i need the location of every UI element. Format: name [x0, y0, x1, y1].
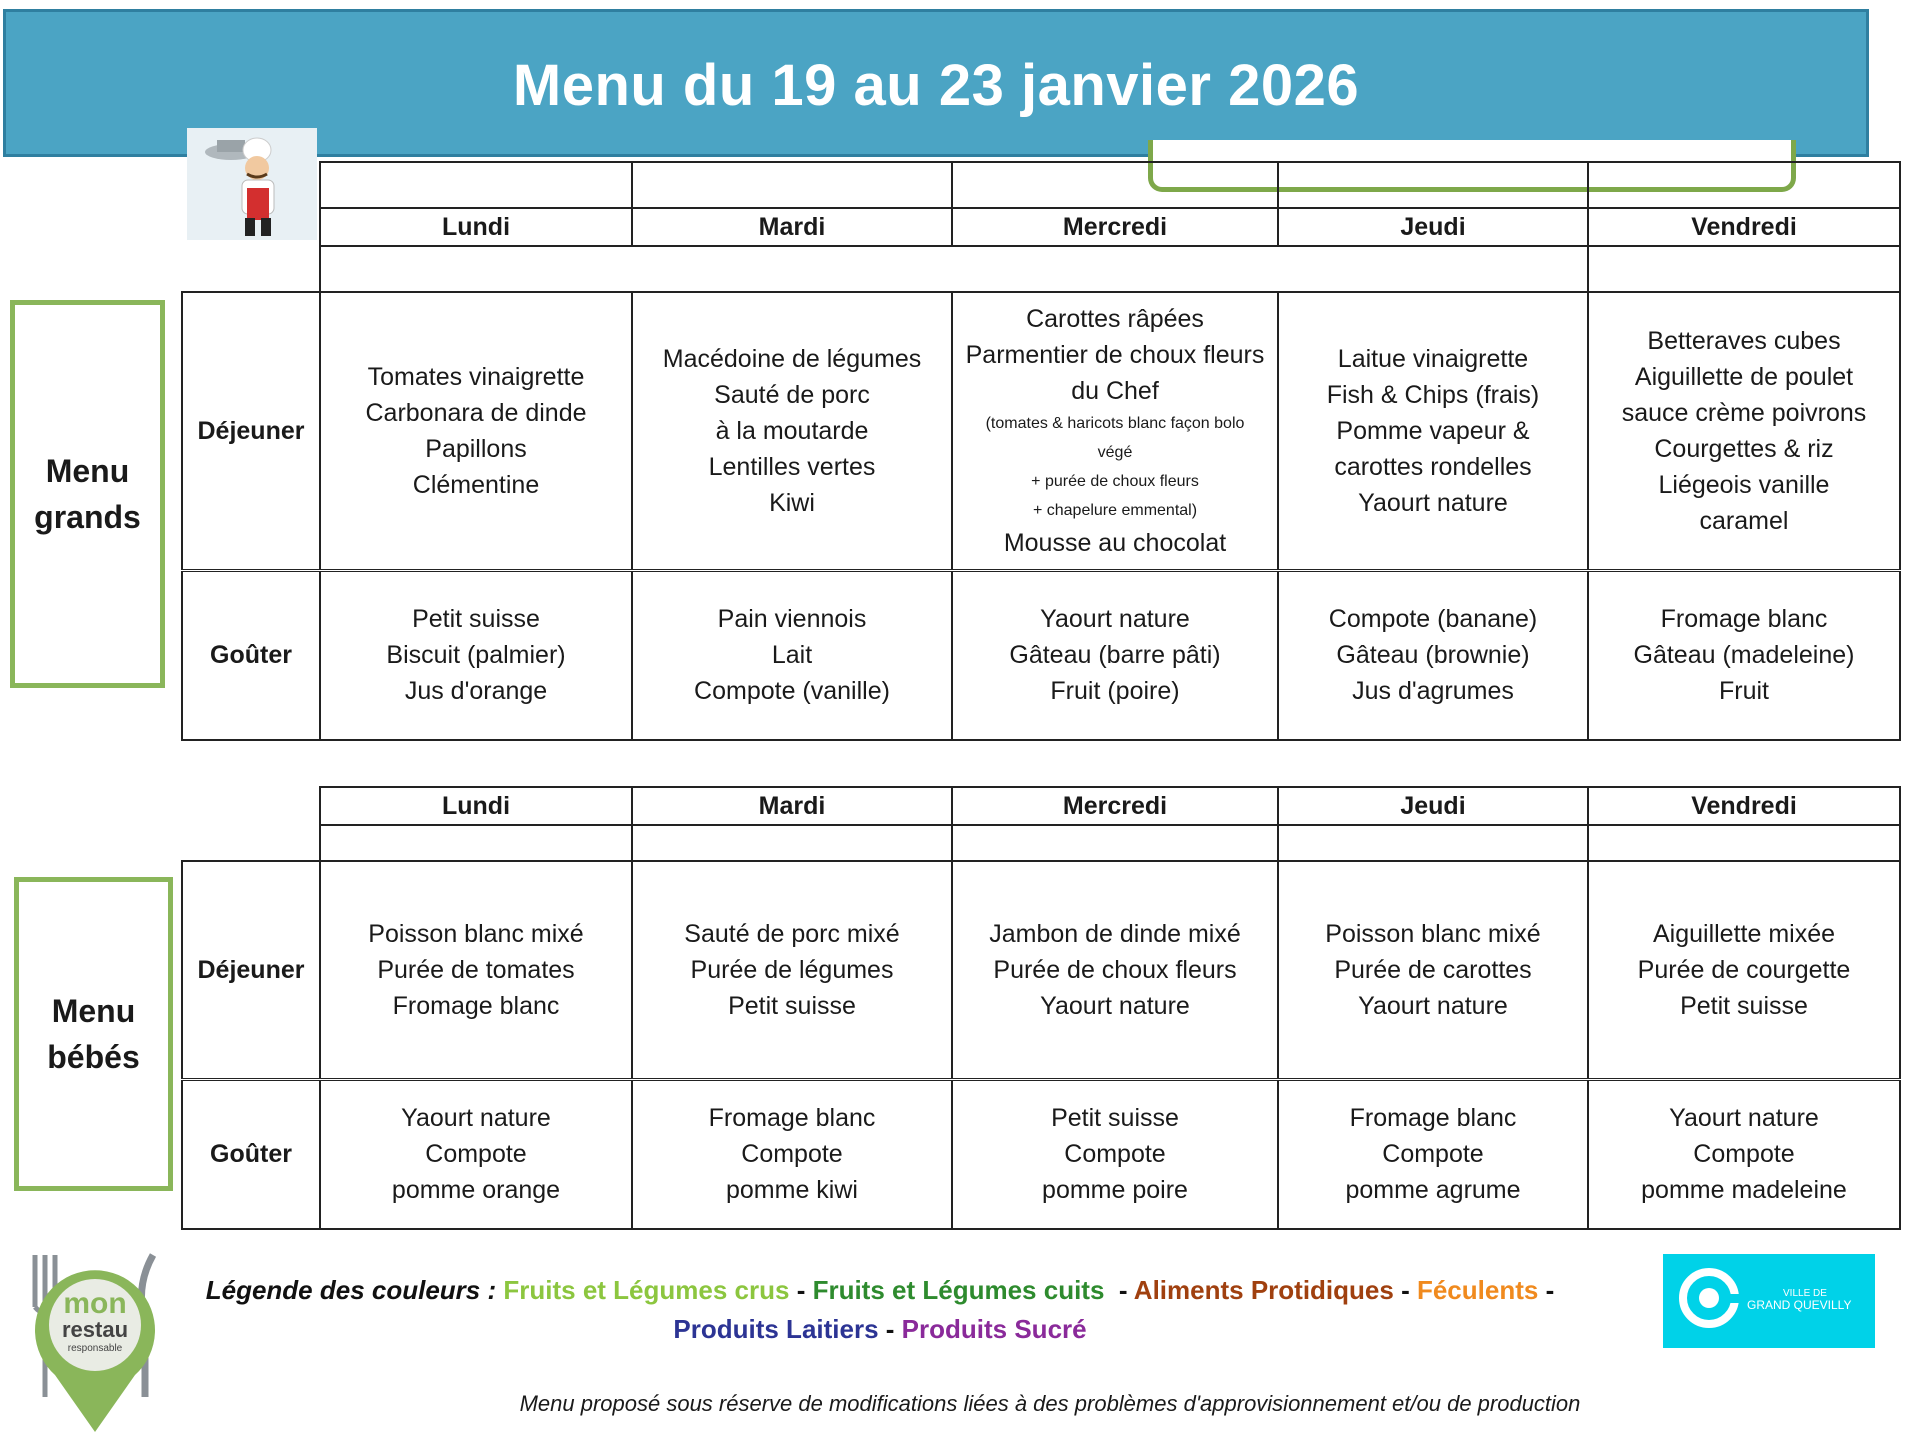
meal-item: Macédoine de légumes: [662, 344, 922, 373]
menu-bebes-label-line1: Menu: [51, 993, 136, 1029]
meal-item: Laitue vinaigrette: [1337, 344, 1529, 373]
meal-item: Liégeois vanille: [1658, 470, 1830, 499]
meal-item: Compote: [1693, 1140, 1795, 1169]
day-header: Jeudi: [1278, 787, 1588, 825]
meal-item: Fromage blanc: [1349, 1104, 1517, 1133]
meal-item: Fromage blanc: [708, 1104, 876, 1133]
meal-item: Carbonara de dinde: [365, 398, 587, 427]
meal-item: Petit suisse: [1680, 991, 1808, 1020]
meal-item: Mousse au chocolat: [1003, 528, 1227, 557]
meal-cell: [320, 570, 632, 740]
legend-item: Produits Sucré: [901, 1314, 1087, 1344]
meal-item: Lentilles vertes: [708, 452, 876, 481]
meal-cell: [952, 1079, 1278, 1229]
legend-item: Produits Laitiers: [673, 1314, 879, 1344]
meal-item: Sauté de porc mixé: [684, 919, 900, 948]
menu-grands-label-line1: Menu: [45, 453, 130, 489]
meal-item: Jus d'orange: [404, 677, 548, 706]
day-header-row: [182, 787, 1900, 825]
dejeuner-row: [182, 861, 1900, 1079]
menu-bebes-label: [14, 877, 173, 1191]
mon-restau-logo: [25, 1247, 165, 1432]
meal-item: Betteraves cubes: [1647, 326, 1841, 355]
meal-cell: [632, 861, 952, 1079]
legend-label: Légende des couleurs :: [205, 1275, 497, 1305]
meal-item-note: + purée de choux fleurs: [1031, 472, 1199, 490]
meal-item: Gâteau (madeleine): [1633, 641, 1855, 670]
meal-cell: [1588, 1079, 1900, 1229]
meal-cell: [952, 861, 1278, 1079]
table-spacer-row: [182, 162, 1900, 208]
meal-item: Fish & Chips (frais): [1326, 380, 1540, 409]
meal-item: Aiguillette mixée: [1652, 919, 1836, 948]
meal-item: Kiwi: [769, 488, 815, 517]
meal-item: Compote (vanille): [694, 677, 890, 706]
logo-city-line2: GRAND QUEVILLY: [1747, 1298, 1852, 1312]
logo-word-responsable: responsable: [67, 1343, 123, 1354]
gouter-row: [182, 1079, 1900, 1229]
meal-item: Purée de tomates: [377, 955, 575, 984]
meal-item: Parmentier de choux fleurs: [965, 340, 1265, 369]
meal-item: Poisson blanc mixé: [1325, 919, 1541, 948]
meal-item: Fruit: [1719, 677, 1769, 706]
menu-grands-label: [10, 300, 165, 688]
meal-item: carottes rondelles: [1334, 452, 1532, 481]
meal-item: Carottes râpées: [1026, 304, 1204, 333]
meal-item: Fromage blanc: [1660, 605, 1828, 634]
meal-item: Yaourt nature: [1669, 1104, 1819, 1133]
menu-grands-table: [181, 161, 1901, 741]
meal-cell: [320, 861, 632, 1079]
meal-item: Yaourt nature: [1358, 991, 1508, 1020]
row-label-gouter: Goûter: [182, 570, 320, 740]
gouter-row: [182, 570, 1900, 740]
meal-item: Compote: [425, 1140, 527, 1169]
meal-item: Clémentine: [412, 470, 540, 499]
meal-item: Yaourt nature: [1040, 991, 1190, 1020]
dejeuner-row: [182, 292, 1900, 570]
meal-item-note: + chapelure emmental): [1032, 501, 1198, 519]
meal-item: Poisson blanc mixé: [368, 919, 584, 948]
meal-item: Petit suisse: [412, 605, 540, 634]
meal-item: pomme kiwi: [726, 1176, 858, 1205]
day-header: Mardi: [632, 787, 952, 825]
meal-item: pomme madeleine: [1641, 1176, 1847, 1205]
meal-item: Yaourt nature: [401, 1104, 551, 1133]
meal-cell: [320, 1079, 632, 1229]
meal-item: Compote: [741, 1140, 843, 1169]
meal-cell: [1278, 861, 1588, 1079]
meal-item: sauce crème poivrons: [1621, 398, 1867, 427]
legend-item: Fruits et Légumes cuits: [812, 1275, 1105, 1305]
day-header: Mercredi: [952, 208, 1278, 246]
legend-item: Aliments Protidiques: [1133, 1275, 1394, 1305]
day-header: Vendredi: [1588, 787, 1900, 825]
logo-word-restau: restau: [61, 1317, 129, 1342]
meal-item: Jambon de dinde mixé: [989, 919, 1241, 948]
menu-bebes-table: [181, 786, 1901, 1230]
meal-item: Petit suisse: [728, 991, 856, 1020]
meal-item: Compote: [1382, 1140, 1484, 1169]
day-header: Lundi: [320, 208, 632, 246]
meal-cell: [952, 292, 1278, 570]
day-header: Mercredi: [952, 787, 1278, 825]
legend-item: Féculents: [1416, 1275, 1539, 1305]
meal-item: Tomates vinaigrette: [367, 362, 585, 391]
meal-item: Aiguillette de poulet: [1634, 362, 1854, 391]
meal-cell: [320, 292, 632, 570]
meal-cell: [1588, 292, 1900, 570]
day-header: Lundi: [320, 787, 632, 825]
meal-item: Courgettes & riz: [1654, 434, 1834, 463]
color-legend: Légende des couleurs : Fruits et Légumes crus - Fruits et Légumes cuits - Aliments Protidiques - Féculents -: [205, 1275, 1555, 1305]
meal-item-note: (tomates & haricots blanc façon bolo: [985, 414, 1245, 432]
legend-item: Fruits et Légumes crus: [503, 1275, 790, 1305]
meal-cell: [632, 570, 952, 740]
menu-grands-label-line2: grands: [34, 499, 141, 535]
meal-cell: [1278, 292, 1588, 570]
logo-word-mon: mon: [63, 1287, 127, 1320]
day-header: Mardi: [632, 208, 952, 246]
meal-item: Pain viennois: [717, 605, 867, 634]
menu-bebes-label-line2: bébés: [47, 1039, 140, 1075]
day-header: Jeudi: [1278, 208, 1588, 246]
meal-item: Purée de carottes: [1334, 955, 1532, 984]
page-title: Menu du 19 au 23 janvier 2026: [512, 53, 1360, 118]
day-header: Vendredi: [1588, 208, 1900, 246]
table-spacer-row: [182, 246, 1900, 292]
meal-item: Papillons: [425, 434, 527, 463]
row-label-gouter: Goûter: [182, 1079, 320, 1229]
meal-item: caramel: [1699, 506, 1789, 535]
meal-cell: [632, 292, 952, 570]
logo-city-line1: VILLE DE: [1783, 1288, 1827, 1299]
meal-item: Gâteau (brownie): [1336, 641, 1530, 670]
disclaimer: Menu proposé sous réserve de modifications liées à des problèmes d'approvisionnement et/ou de production: [519, 1391, 1581, 1416]
meal-cell: [1588, 570, 1900, 740]
meal-item: Petit suisse: [1051, 1104, 1179, 1133]
meal-item: Pomme vapeur &: [1336, 416, 1530, 445]
meal-item: Sauté de porc: [714, 380, 870, 409]
day-header-row: [182, 208, 1900, 246]
meal-cell: [952, 570, 1278, 740]
meal-item: Gâteau (barre pâti): [1009, 641, 1221, 670]
meal-cell: [1278, 570, 1588, 740]
meal-cell: [1278, 1079, 1588, 1229]
meal-item: à la moutarde: [715, 416, 869, 445]
row-label-dejeuner: Déjeuner: [182, 861, 320, 1079]
meal-item: Compote: [1064, 1140, 1166, 1169]
meal-item: Purée de légumes: [690, 955, 894, 984]
meal-item: Compote (banane): [1328, 605, 1538, 634]
meal-item-note: végé: [1097, 443, 1133, 461]
meal-item: Jus d'agrumes: [1352, 677, 1514, 706]
row-label-dejeuner: Déjeuner: [182, 292, 320, 570]
meal-cell: [632, 1079, 952, 1229]
meal-item: Biscuit (palmier): [386, 641, 566, 670]
meal-item: du Chef: [1071, 376, 1159, 405]
meal-item: Fromage blanc: [392, 991, 560, 1020]
table-spacer-row: [182, 825, 1900, 861]
meal-item: Yaourt nature: [1358, 488, 1508, 517]
color-legend-continued: Produits Laitiers - Produits Sucré: [673, 1314, 1087, 1344]
meal-item: pomme poire: [1042, 1176, 1188, 1205]
meal-item: pomme orange: [391, 1176, 561, 1205]
meal-item: Fruit (poire): [1050, 677, 1180, 706]
meal-item: Purée de courgette: [1637, 955, 1851, 984]
grand-quevilly-logo: [1663, 1254, 1875, 1348]
meal-cell: [1588, 861, 1900, 1079]
meal-item: pomme agrume: [1345, 1176, 1521, 1205]
meal-item: Lait: [771, 641, 813, 670]
meal-item: Purée de choux fleurs: [993, 955, 1237, 984]
meal-item: Yaourt nature: [1040, 605, 1190, 634]
